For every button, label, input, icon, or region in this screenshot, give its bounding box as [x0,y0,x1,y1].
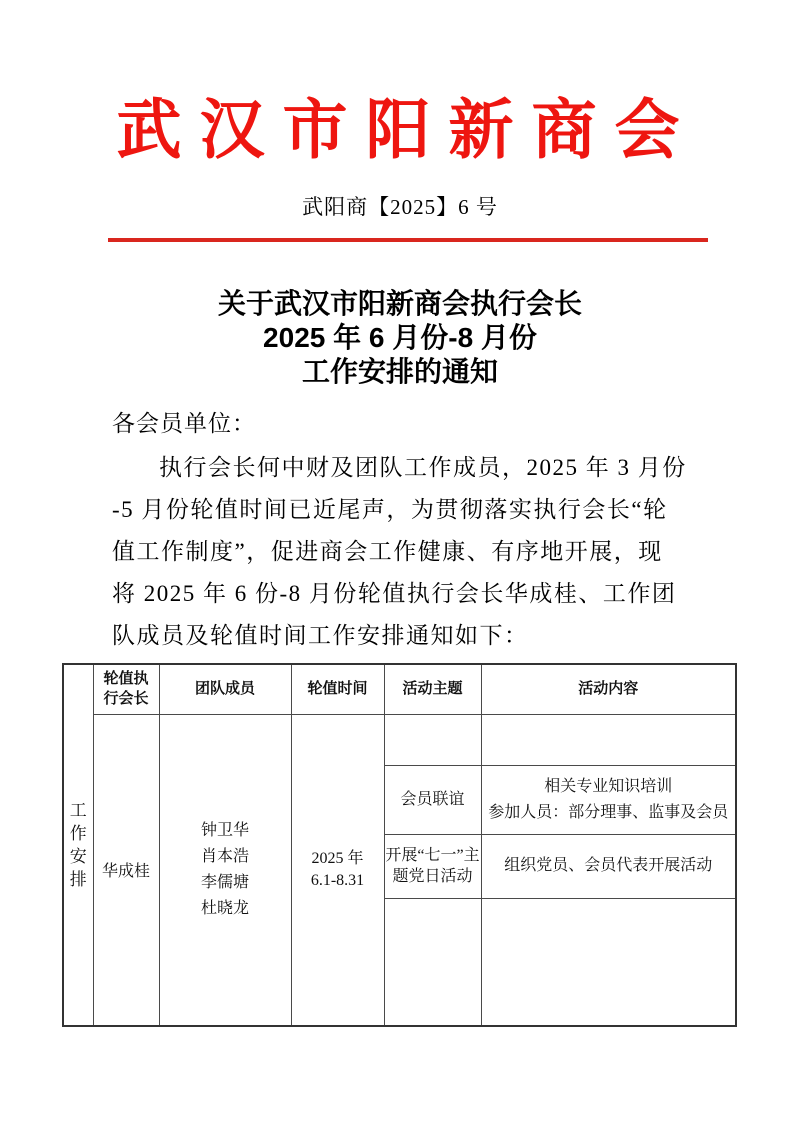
side-label: 工作安排 [69,801,87,889]
team-member: 钟卫华 [200,821,249,839]
activity-theme-cell [384,714,481,765]
activity-content-cell [481,714,736,765]
paragraph-line: 执行会长何中财及团队工作成员，2025 年 3 月份 [159,455,687,480]
duty-period-line: 6.1-8.31 [310,871,365,889]
team-member: 杜晓龙 [200,899,249,917]
notice-title-line-3: 工作安排的通知 [301,356,498,387]
paragraph-line: -5 月份轮值时间已近尾声，为贯彻落实执行会长“轮 [112,497,668,522]
paragraph-line: 将 2025 年 6 份-8 月份轮值执行会长华成桂、工作团 [112,581,677,606]
notice-title-line-2: 2025 年 6 月份-8 月份 [263,322,537,353]
duty-period-cell [291,714,384,1026]
team-members-cell [159,714,291,1026]
activity-content-line: 相关专业知识培训 [544,777,673,795]
activity-theme-cell: 会员联谊 [384,765,481,834]
side-label-cell [63,664,93,1026]
notice-title-line-1: 关于武汉市阳新商会执行会长 [217,288,582,319]
activity-content-cell [481,834,736,898]
table-row [63,714,736,765]
activity-content-line: 参加人员：部分理事、监事及会员 [488,803,729,821]
paragraph-line: 值工作制度”，促进商会工作健康、有序地开展，现 [112,539,663,564]
salutation: 各会员单位： [112,411,256,436]
body-paragraph [112,447,697,657]
team-member: 肖本浩 [200,847,249,865]
column-header-executive: 轮值执行会长 [93,664,159,714]
column-header-theme: 活动主题 [384,664,481,714]
activity-content-cell [481,898,736,1026]
org-title: 武汉市阳新商会 [116,93,698,166]
doc-number: 武阳商【2025】6 号 [302,195,498,219]
executive-name-cell: 华成桂 [93,714,159,1026]
red-divider-line [108,238,708,242]
activity-content-cell [481,765,736,834]
activity-theme-cell: 开展“七一”主题党日活动 [384,834,481,898]
column-header-period: 轮值时间 [291,664,384,714]
work-schedule-table [62,663,737,1027]
activity-content-line: 组织党员、会员代表开展活动 [504,857,713,874]
duty-period-line: 2025 年 [311,849,364,867]
column-header-content: 活动内容 [481,664,736,714]
team-member: 李儒塘 [200,873,249,891]
paragraph-line: 队成员及轮值时间工作安排通知如下： [112,623,529,648]
table-header-row [63,664,736,714]
activity-theme-cell [384,898,481,1026]
column-header-team: 团队成员 [159,664,291,714]
notice-title [0,287,800,389]
